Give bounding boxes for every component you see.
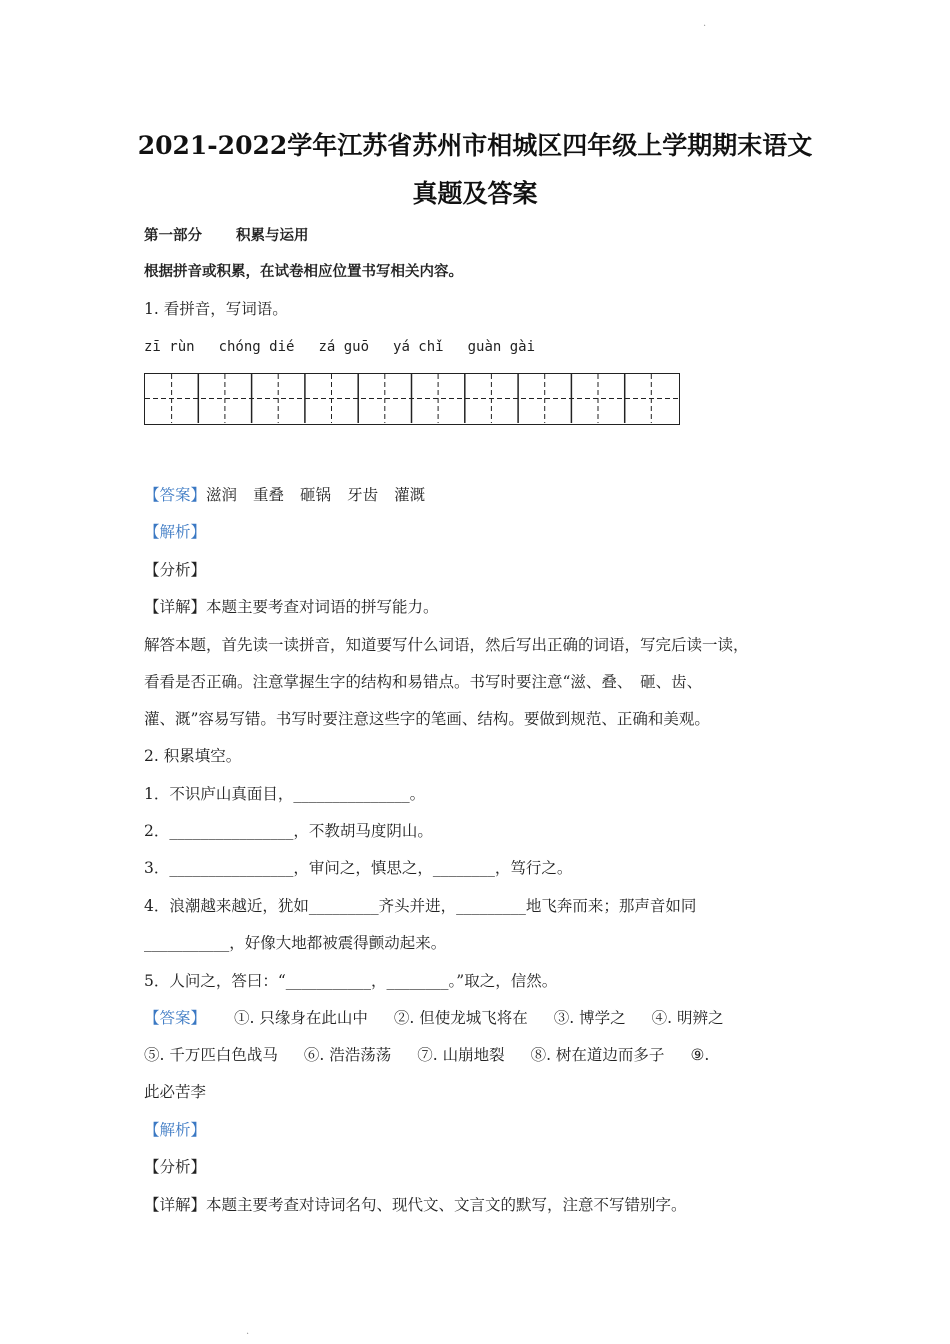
q1-body-3: 灌、溉”容易写错。书写时要注意这些字的笔画、结构。要做到规范、正确和美观。 <box>144 710 710 728</box>
q2-fenxi: 【分析】 <box>144 1158 207 1176</box>
q2-answer-row-3: 此必苦李 <box>144 1083 207 1101</box>
q2-answer-tag: 【答案】 <box>144 1009 207 1027</box>
q2-answer-4: ④. 明辨之 <box>651 1009 724 1027</box>
instruction: 根据拼音或积累，在试卷相应位置书写相关内容。 <box>144 264 463 280</box>
doc-title-line1: 2021-2022学年江苏省苏州市相城区四年级上学期期末语文 <box>137 131 813 160</box>
q2-answer-7: ⑦. 山崩地裂 <box>417 1046 505 1064</box>
q1-answer-3: 砸锅 <box>300 486 332 504</box>
q1-jiexi: 【解析】 <box>144 523 207 541</box>
q1-xiangjie: 【详解】本题主要考查对词语的拼写能力。 <box>144 598 439 616</box>
q2-stem: 2. 积累填空。 <box>144 747 242 765</box>
q2-answer-3: ③. 博学之 <box>553 1009 626 1027</box>
q2-xiangjie: 【详解】本题主要考查对诗词名句、现代文、文言文的默写，注意不写错别字。 <box>144 1196 687 1214</box>
q1-stem: 1. 看拼音，写词语。 <box>144 300 288 318</box>
q2-answer-2: ②. 但使龙城飞将在 <box>393 1009 528 1027</box>
q2-answer-9: ⑨. <box>690 1046 710 1064</box>
q1-answer <box>144 485 824 505</box>
q2-line-1: 1．不识庐山真面目，_______________。 <box>144 785 426 803</box>
part-name: 积累与运用 <box>236 228 309 244</box>
q1-answer-5: 灌溉 <box>394 486 426 504</box>
q2-line-3: 3．________________，审问之，慎思之，________，笃行之。 <box>144 859 573 877</box>
pinyin-2: chóng dié <box>218 339 295 355</box>
pinyin-5: guàn gài <box>467 339 536 355</box>
q2-answer-row-1 <box>144 1008 824 1028</box>
q2-answer-8: ⑧. 树在道边而多子 <box>530 1046 665 1064</box>
q2-line-5: ___________，好像大地都被震得颤动起来。 <box>144 934 447 952</box>
q2-line-2: 2．________________，不教胡马度阴山。 <box>144 822 433 840</box>
q1-body-1: 解答本题，首先读一读拼音，知道要写什么词语，然后写出正确的词语，写完后读一读， <box>144 636 749 654</box>
q1-answer-1: 滋润 <box>206 486 238 504</box>
writing-grid <box>144 373 680 425</box>
pinyin-4: yá chǐ <box>393 339 444 355</box>
answer-tag: 【答案】 <box>144 486 207 504</box>
q2-jiexi: 【解析】 <box>144 1121 207 1139</box>
part-heading <box>144 226 824 246</box>
q1-answer-4: 牙齿 <box>347 486 379 504</box>
q2-line-4: 4．浪潮越来越近，犹如_________齐头并进，_________地飞奔而来；那声音如同 <box>144 897 697 915</box>
writing-grid-lines <box>145 374 678 423</box>
q2-line-6: 5．人问之，答曰：“___________，________。”取之，信然。 <box>144 972 558 990</box>
q2-answer-1: ①. 只缘身在此山中 <box>234 1009 368 1027</box>
q2-answer-5: ⑤. 千万匹白色战马 <box>144 1046 278 1064</box>
q2-answer-row-2 <box>144 1045 824 1065</box>
q1-fenxi: 【分析】 <box>144 561 207 579</box>
footer-dot: . <box>246 1326 250 1337</box>
q2-answer-6: ⑥. 浩浩荡荡 <box>303 1046 392 1064</box>
doc-title-line2: 真题及答案 <box>412 179 538 208</box>
q1-answer-2: 重叠 <box>253 486 285 504</box>
pinyin-3: zá guō <box>318 339 370 355</box>
header-dot: . <box>703 18 707 29</box>
part-number: 第一部分 <box>144 228 202 244</box>
pinyin-1: zī rùn <box>144 339 195 355</box>
q1-pinyin-row <box>144 337 824 357</box>
q1-body-2: 看看是否正确。注意掌握生字的结构和易错点。书写时要注意“滋、叠、 砸、齿、 <box>144 673 703 691</box>
